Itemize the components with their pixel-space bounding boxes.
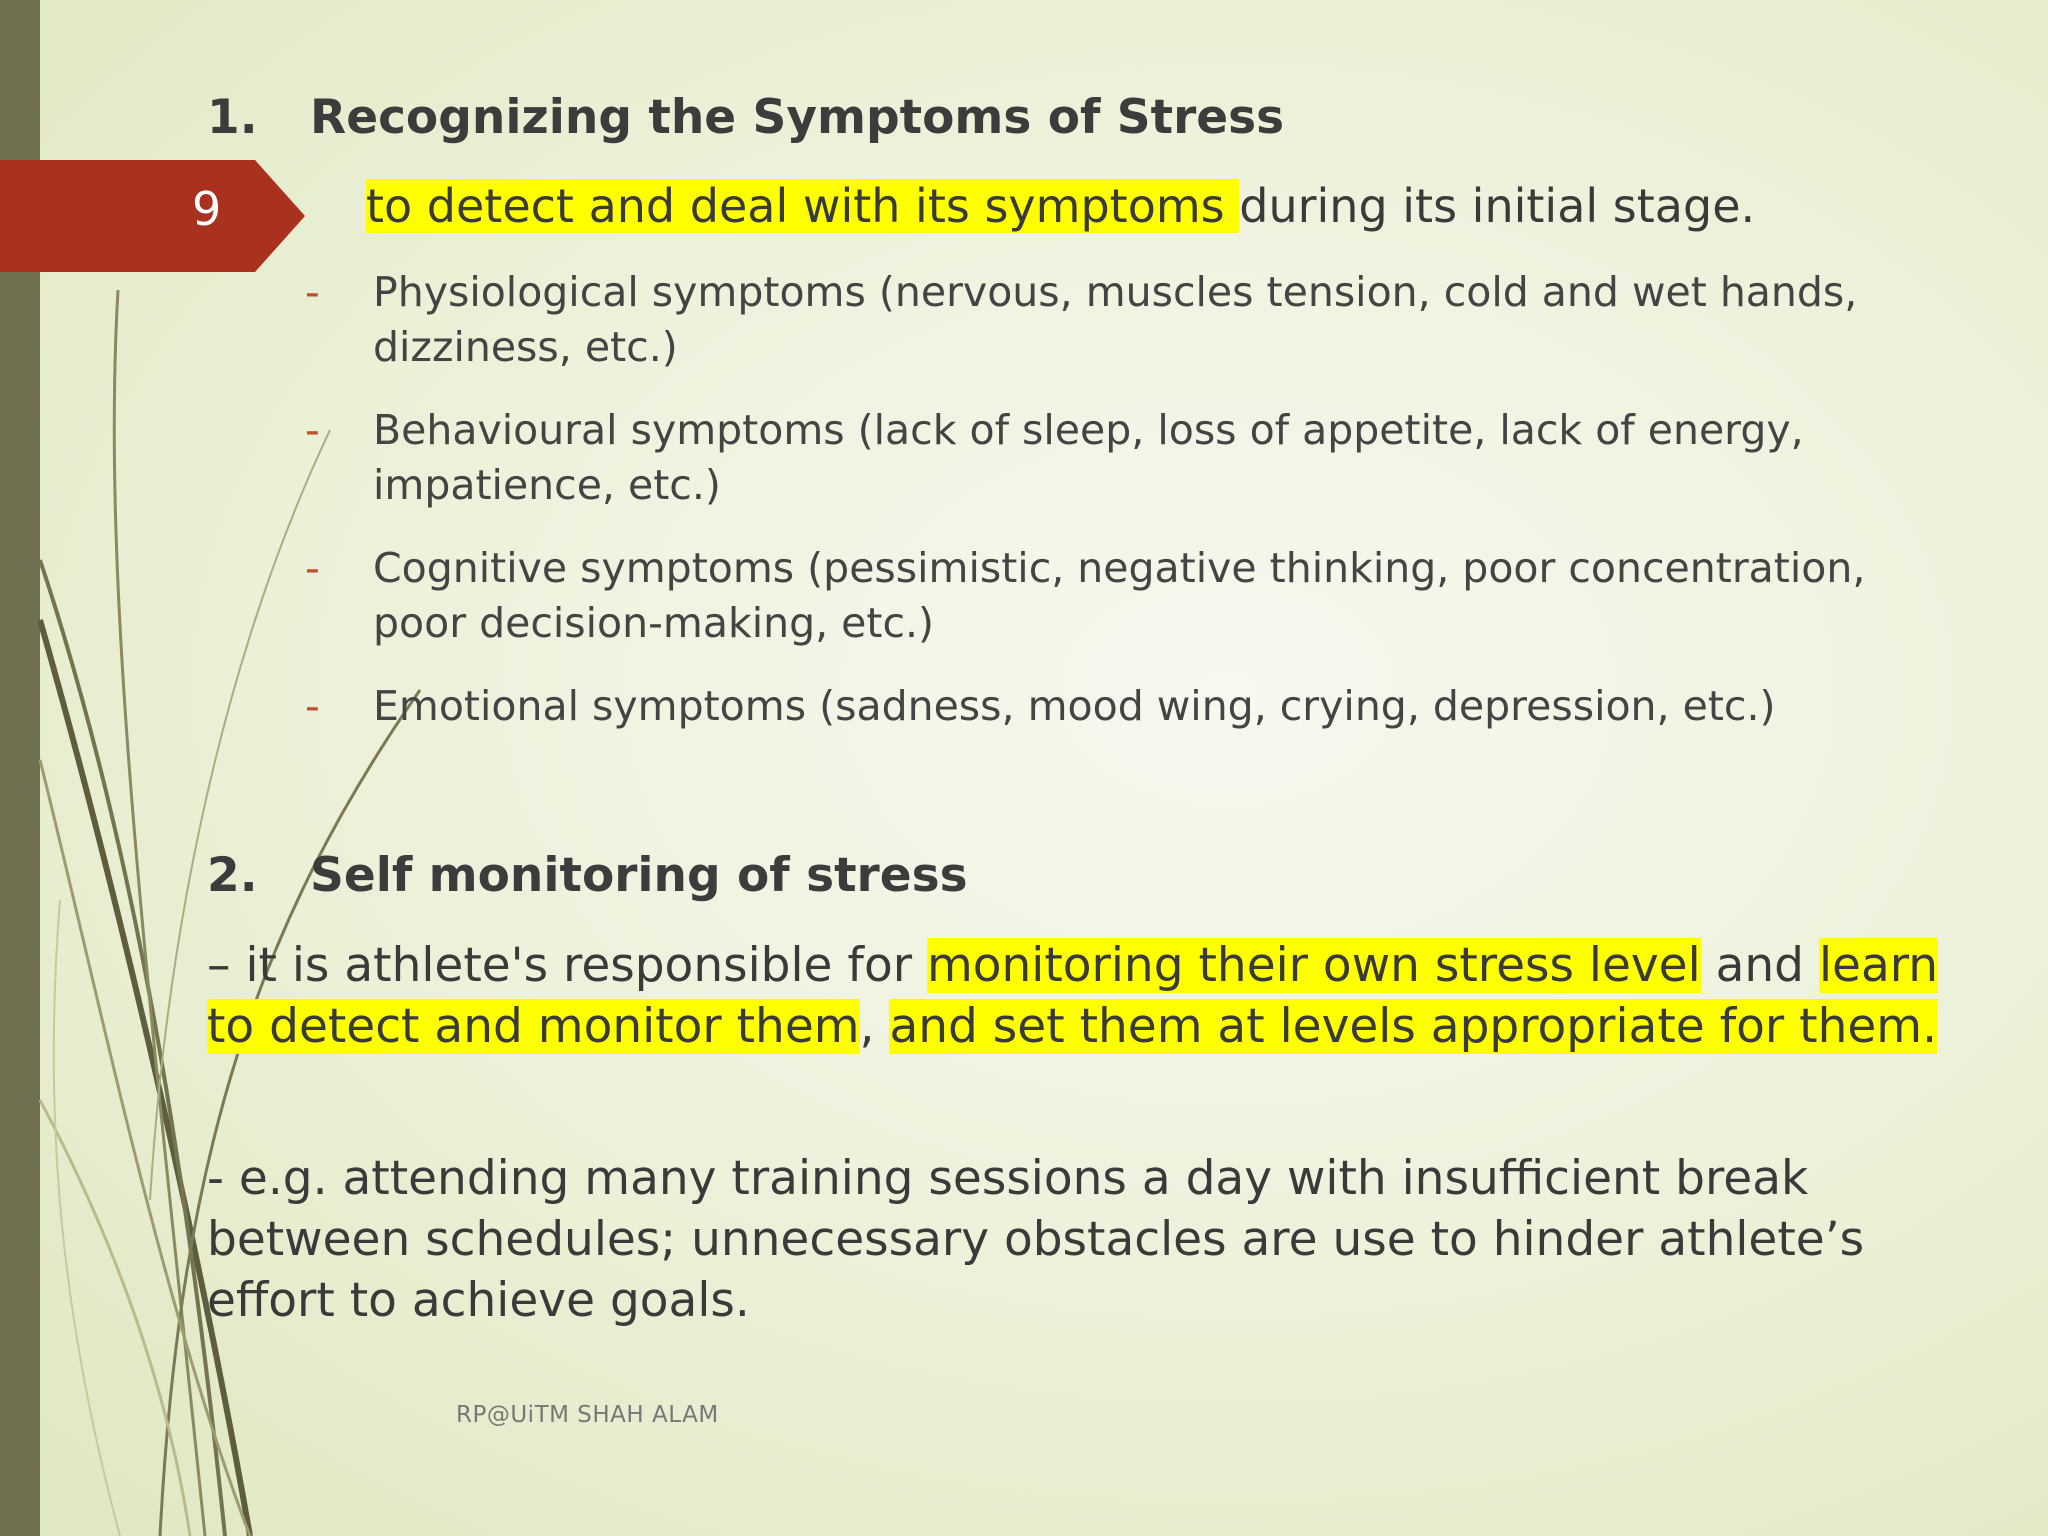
para1-text-1: – it is athlete's responsible for <box>207 938 927 993</box>
symptom-item <box>305 679 1965 734</box>
intro-rest: during its initial stage. <box>1239 179 1756 233</box>
footer-text: RP@UiTM SHAH ALAM <box>456 1402 719 1428</box>
para1-text-2: and <box>1700 938 1819 993</box>
symptom-item <box>305 265 1965 375</box>
grass-stroke <box>40 1100 190 1536</box>
section-1-intro <box>366 180 1755 233</box>
bullet-dash: - <box>305 268 320 316</box>
symptom-text: Cognitive symptoms (pessimistic, negative thinking, poor concentration, poor decision-making, etc.) <box>373 544 1866 647</box>
slide-number-tab <box>0 160 305 272</box>
grass-stroke <box>54 900 120 1536</box>
bullet-dash: - <box>305 406 320 454</box>
grass-stroke <box>150 430 330 1200</box>
section-2-paragraph-2: - e.g. attending many training sessions a day with insufficient break between schedules; unnecessary obstacles are use to hinder athlete’s effort to achieve goals. <box>207 1151 1865 1328</box>
section-2-number: 2. <box>207 848 258 903</box>
symptom-text: Emotional symptoms (sadness, mood wing, crying, depression, etc.) <box>373 682 1776 730</box>
bullet-dash: - <box>305 682 320 730</box>
grass-stroke <box>40 560 225 1536</box>
grass-stroke <box>40 620 250 1536</box>
bullet-dash: - <box>305 544 320 592</box>
symptom-text: Behavioural symptoms (lack of sleep, loss of appetite, lack of energy, impatience, etc.) <box>373 406 1804 509</box>
para1-highlight-1: monitoring their own stress level <box>926 938 1701 993</box>
section-2-heading <box>207 850 968 902</box>
section-1-number: 1. <box>207 90 258 145</box>
section-1-heading <box>207 92 1284 144</box>
para1-text-3: , <box>859 999 890 1054</box>
intro-highlight: to detect and deal with its symptoms <box>366 179 1240 233</box>
grass-stroke <box>114 290 205 1536</box>
para1-highlight-2: learn to detect and monitor them <box>207 938 1939 1054</box>
section-2-title: Self monitoring of stress <box>310 848 968 903</box>
symptom-item <box>305 541 1965 651</box>
grass-stroke <box>160 690 420 1536</box>
slide-number: 9 <box>192 182 222 236</box>
para1-highlight-3: and set them at levels appropriate for them. <box>889 999 1938 1054</box>
section-2-paragraph-1 <box>207 935 1977 1057</box>
section-1-title: Recognizing the Symptoms of Stress <box>310 90 1285 145</box>
symptom-list <box>305 265 1965 762</box>
symptom-text: Physiological symptoms (nervous, muscles tension, cold and wet hands, dizziness, etc.) <box>373 268 1858 371</box>
symptom-item <box>305 403 1965 513</box>
